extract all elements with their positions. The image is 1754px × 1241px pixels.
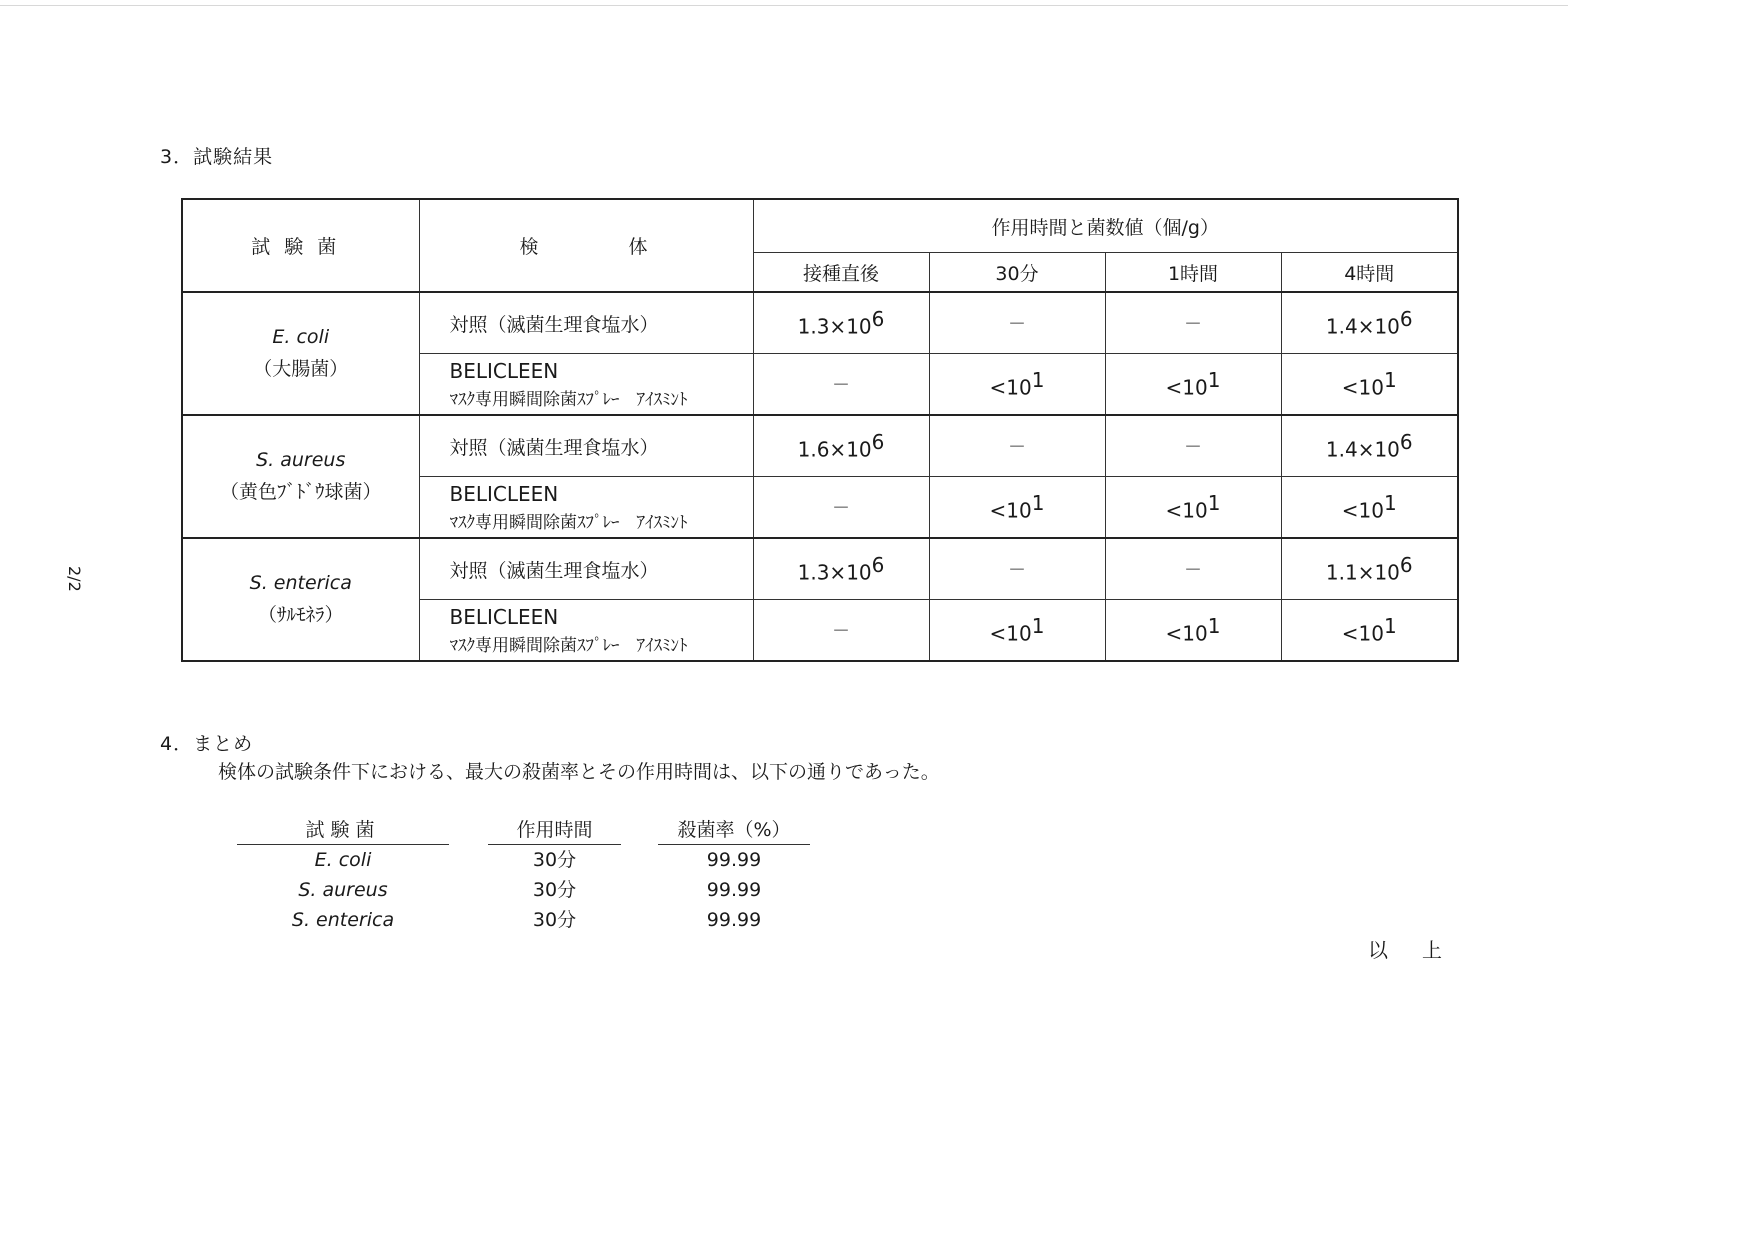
sample-cell	[419, 292, 753, 354]
results-row	[182, 292, 1458, 354]
organism-japanese: （黄色ﾌﾞﾄﾞｳ球菌）	[219, 481, 382, 503]
organism-japanese: （ｻﾙﾓﾈﾗ）	[257, 604, 344, 626]
sample-subname: ﾏｽｸ専用瞬間除菌ｽﾌﾟﾚｰ ｱｲｽﾐﾝﾄ	[449, 389, 688, 410]
summary-col-organism: 試験菌 E. coli S. aureus S. enterica	[237, 815, 449, 935]
count-value: －	[753, 354, 929, 416]
count-value: －	[1105, 292, 1281, 354]
closing-mark: 以上	[1368, 938, 1476, 962]
results-row	[182, 538, 1458, 600]
count-value: －	[1105, 538, 1281, 600]
summary-time: 30分	[532, 909, 577, 931]
sample-cell	[419, 415, 753, 477]
count-value: $1.3\times 10^6$	[753, 538, 929, 600]
sample-cell	[419, 600, 753, 662]
count-value: $<10^1$	[1281, 600, 1458, 662]
section-4-title: 4．まとめ	[160, 733, 254, 755]
results-row	[182, 415, 1458, 477]
summary-col-time: 作用時間 30分 30分 30分	[488, 815, 621, 935]
sample-name: BELICLEEN	[449, 481, 559, 506]
sample-name: BELICLEEN	[449, 358, 559, 383]
count-value: $<10^1$	[1281, 354, 1458, 416]
sample-cell	[419, 354, 753, 416]
summary-col-rate: 殺菌率（%） 99.99 99.99 99.99	[658, 815, 810, 935]
sample-cell	[419, 538, 753, 600]
scan-top-edge	[0, 5, 1568, 6]
count-value: $1.1\times 10^6$	[1281, 538, 1458, 600]
results-table	[181, 198, 1459, 662]
organism-latin: S. aureus	[256, 449, 346, 471]
summary-organism: S. aureus	[298, 879, 388, 901]
organism-cell	[182, 292, 419, 415]
count-value: －	[753, 600, 929, 662]
count-value: $1.6\times 10^6$	[753, 415, 929, 477]
sample-name: 対照（滅菌生理食塩水）	[449, 313, 659, 336]
summary-text: 検体の試験条件下における、最大の殺菌率とその作用時間は、以下の通りであった。	[218, 761, 940, 783]
organism-japanese: （大腸菌）	[253, 358, 349, 380]
count-value: －	[929, 415, 1105, 477]
header-sample: 検 体	[419, 199, 753, 292]
count-value: $<10^1$	[929, 477, 1105, 539]
header-time-3: 4時間	[1281, 253, 1458, 293]
count-value: $<10^1$	[1105, 477, 1281, 539]
organism-cell	[182, 538, 419, 661]
sample-cell	[419, 477, 753, 539]
count-value: $1.4\times 10^6$	[1281, 415, 1458, 477]
header-organism: 試験菌	[182, 199, 419, 292]
sample-subname: ﾏｽｸ専用瞬間除菌ｽﾌﾟﾚｰ ｱｲｽﾐﾝﾄ	[449, 512, 688, 533]
organism-latin: E. coli	[272, 326, 330, 348]
organism-latin: S. enterica	[249, 572, 352, 594]
header-time-0: 接種直後	[753, 253, 929, 293]
count-value: －	[929, 292, 1105, 354]
summary-time: 30分	[532, 849, 577, 871]
count-value: －	[1105, 415, 1281, 477]
summary-organism: S. enterica	[291, 909, 395, 931]
count-value: $<10^1$	[929, 354, 1105, 416]
summary-organism: E. coli	[314, 849, 372, 871]
count-value: $<10^1$	[1105, 600, 1281, 662]
sample-name: BELICLEEN	[449, 604, 559, 629]
count-value: $1.4\times 10^6$	[1281, 292, 1458, 354]
sample-name: 対照（滅菌生理食塩水）	[449, 559, 659, 582]
sample-name: 対照（滅菌生理食塩水）	[449, 436, 659, 459]
summary-rate: 99.99	[706, 879, 762, 901]
organism-cell	[182, 415, 419, 538]
count-value: －	[929, 538, 1105, 600]
count-value: $1.3\times 10^6$	[753, 292, 929, 354]
count-value: －	[753, 477, 929, 539]
count-value: $<10^1$	[1105, 354, 1281, 416]
sample-subname: ﾏｽｸ専用瞬間除菌ｽﾌﾟﾚｰ ｱｲｽﾐﾝﾄ	[449, 635, 688, 656]
count-value: $<10^1$	[929, 600, 1105, 662]
summary-rate: 99.99	[706, 909, 762, 931]
page-number: 2/2	[65, 566, 84, 592]
header-time-group: 作用時間と菌数値（個/g）	[753, 199, 1458, 253]
header-time-1: 30分	[929, 253, 1105, 293]
count-value: $<10^1$	[1281, 477, 1458, 539]
summary-time: 30分	[532, 879, 577, 901]
summary-rate: 99.99	[706, 849, 762, 871]
section-3-title: 3．試験結果	[160, 146, 274, 168]
header-time-2: 1時間	[1105, 253, 1281, 293]
